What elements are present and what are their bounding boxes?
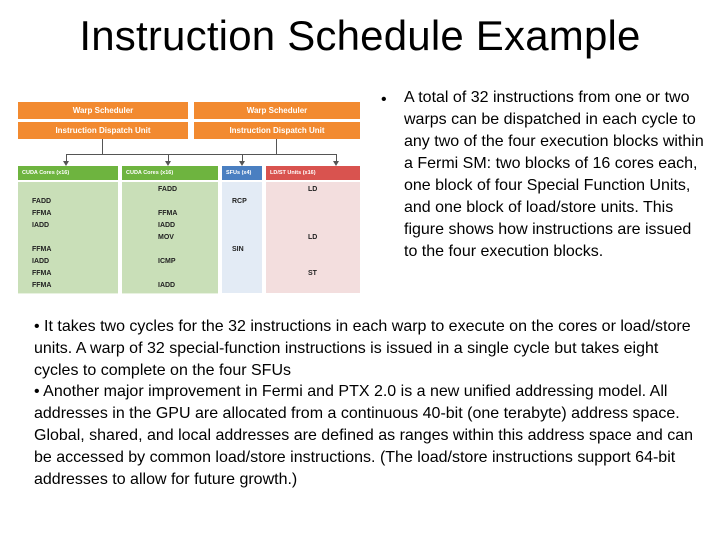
unit-cuda-cores-2: CUDA Cores (x16) <box>122 166 218 180</box>
dispatch-unit-left: Instruction Dispatch Unit <box>18 122 188 139</box>
unit-cuda-cores-1: CUDA Cores (x16) <box>18 166 118 180</box>
paragraph-cycles: • It takes two cycles for the 32 instructions in each warp to execute on the cores or load/store units. A warp of 32 special-function instructions is issued in a single cycle but takes eight cycles to complete on the four SFUs <box>34 318 691 379</box>
instr-cell: ST <box>308 269 317 277</box>
instr-cell: FFMA <box>32 245 52 253</box>
instr-cell: FFMA <box>32 281 52 289</box>
warp-scheduler-right: Warp Scheduler <box>194 102 360 119</box>
instr-cell: ICMP <box>158 257 176 265</box>
instr-cell: IADD <box>32 257 50 265</box>
connector <box>276 139 277 154</box>
paragraph-unified-addressing: • Another major improvement in Fermi and PTX 2.0 is a new unified addressing model. All addresses in the GPU are allocated from a continuous 40-bit (one terabyte) address space. Global, shared, and local addresses are defined as ranges within this address space and can be accessed by common load/store instructions. (The load/store instructions support 64-bit addresses to allow for future growth.) <box>34 383 694 488</box>
instr-cell: FADD <box>158 185 178 193</box>
connector <box>102 139 103 154</box>
unit-sfus: SFUs (x4) <box>222 166 262 180</box>
instr-cell: MOV <box>158 233 174 241</box>
instr-cell: IADD <box>32 221 50 229</box>
instr-cell: IADD <box>158 281 176 289</box>
instr-cell: FFMA <box>32 209 52 217</box>
instr-cell: RCP <box>232 197 247 205</box>
instr-cell: LD <box>308 233 318 241</box>
slide-title: Instruction Schedule Example <box>79 12 641 59</box>
instr-cell: LD <box>308 185 318 193</box>
instr-cell: FFMA <box>32 269 52 277</box>
instr-cell: SIN <box>232 245 244 253</box>
warp-scheduler-left: Warp Scheduler <box>18 102 188 119</box>
instr-cell: FFMA <box>158 209 178 217</box>
fermi-sm-dispatch-diagram <box>18 98 360 294</box>
instr-cell: FADD <box>32 197 52 205</box>
connector-bus <box>66 154 336 155</box>
dispatch-unit-right: Instruction Dispatch Unit <box>194 122 360 139</box>
paragraph-dispatch: A total of 32 instructions from one or two warps can be dispatched in each cycle to any two of the four execution blocks within a Fermi SM: two blocks of 16 cores each, one block of four Special Function Units, and one block of load/store units. This figure shows how instructions are issued to the four execution blocks. <box>404 89 704 260</box>
bullet-marker: • <box>381 91 387 108</box>
unit-ldst: LD/ST Units (x16) <box>266 166 360 180</box>
instr-cell: IADD <box>158 221 176 229</box>
